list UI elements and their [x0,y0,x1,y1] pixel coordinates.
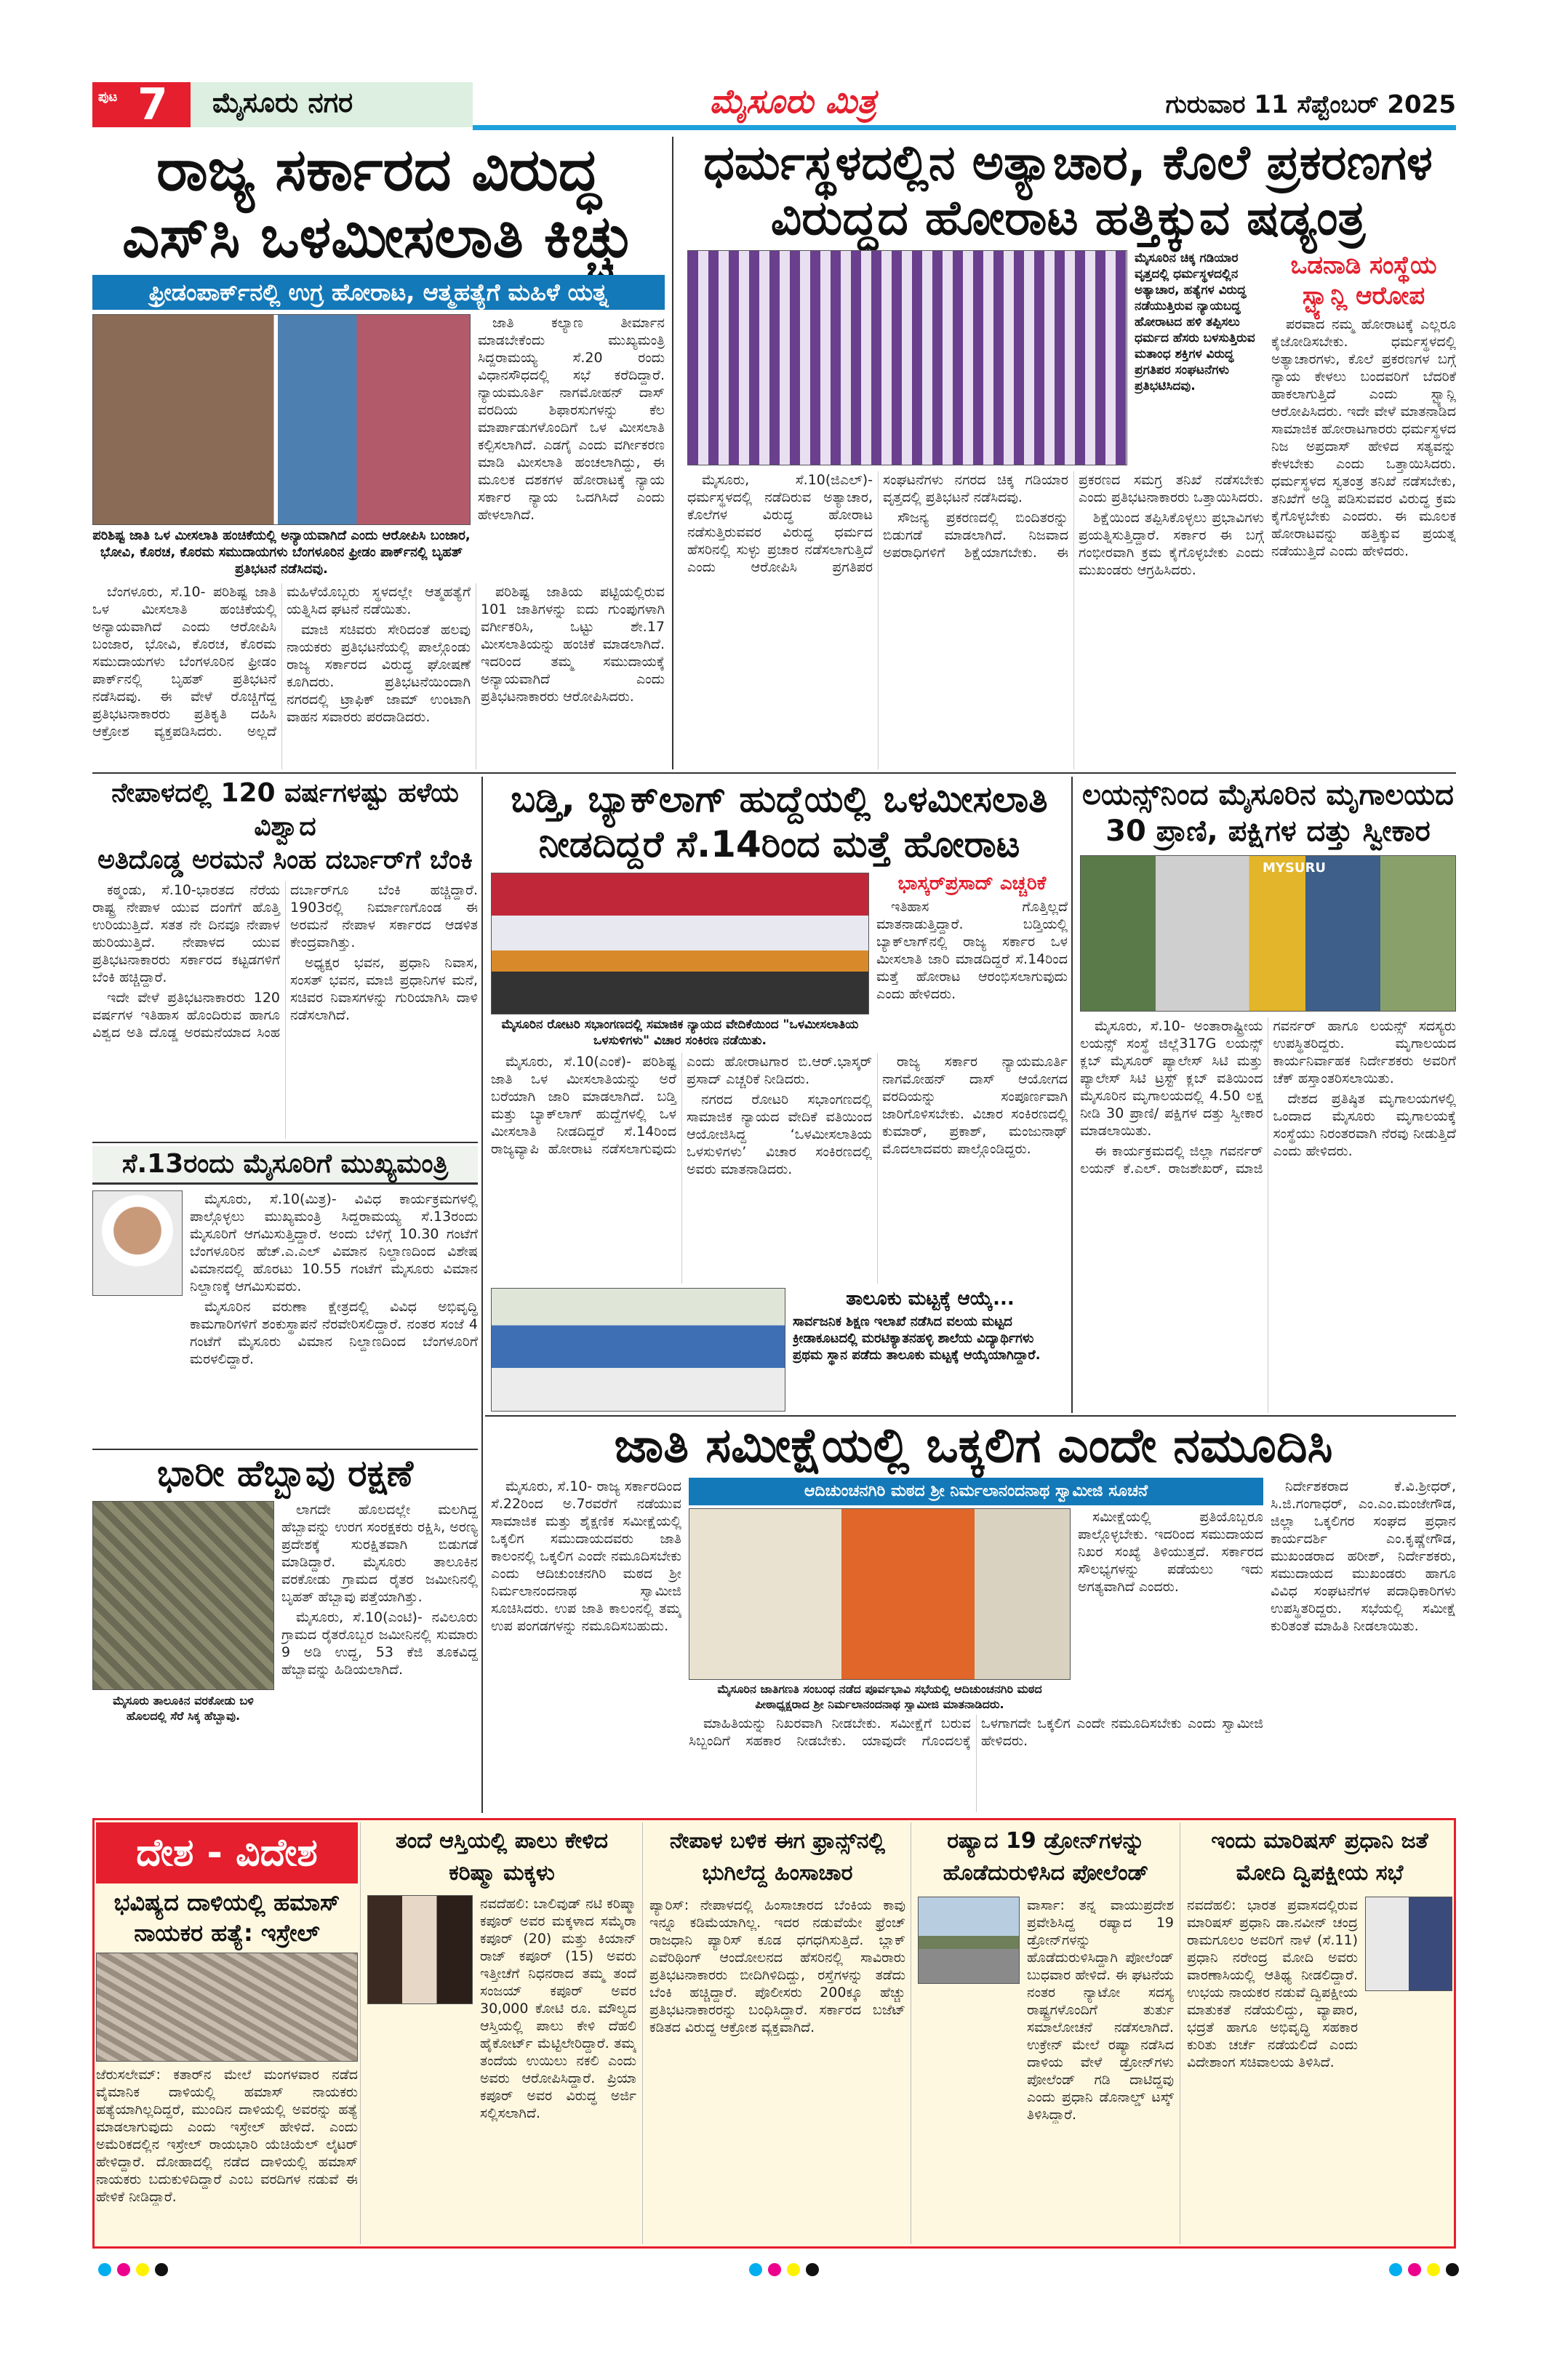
world-news-item-mauritius [1187,1825,1452,2243]
a9-content [491,1478,1456,1812]
item-headline: ರಷ್ಯಾದ 19 ಡ್ರೋನ್‌ಗಳನ್ನು ಹೊಡೆದುರುಳಿಸಿದ ಪೋಲೆಂಡ್ [943,1828,1149,1886]
column-divider [1071,777,1073,1413]
item-headline: ತಂದೆ ಆಸ್ತಿಯಲ್ಲಿ ಪಾಲು ಕೇಳಿದ ಕರಿಷ್ಮಾ ಮಕ್ಕಳು [395,1828,609,1886]
a2-main [680,250,1264,769]
photo-modi-ramgoolam [1365,1897,1452,1991]
a5-headline [1080,777,1456,849]
a7-text [793,1288,1068,1413]
masthead-logo: ಮೈಸೂರು ಮಿತ್ರ [709,81,876,121]
a6-content [92,1190,478,1446]
a4-photo-block [491,873,869,1049]
side-headline-line1: ಒಡನಾಡಿ ಸಂಸ್ಥೆಯ [1290,251,1437,280]
a8-content [92,1501,478,1813]
a5-article [1075,777,1456,1413]
a4-side [876,873,1068,1049]
paragraph: ಮೈಸೂರು, ಸೆ.10(ಮಿತ್ರ)- ವಿವಿಧ ಕಾರ್ಯಕ್ರಮಗಳಲ್ಲಿ ಪಾಲ್ಗೊಳ್ಳಲು ಮುಖ್ಯಮಂತ್ರಿ ಸಿದ್ದರಾಮಯ್ಯ ಸೆ.13ರಂದು ಮೈಸೂರಿಗೆ ಆಗಮಿಸುತ್ತಿದ್ದಾರೆ. ಅಂದು ಬೆಳಿಗ್ಗೆ 10.30 ಗಂಟೆಗೆ ಬೆಂಗಳೂರಿನ ಹೆಚ್.ಎ.ಎಲ್ ವಿಮಾನ ನಿಲ್ದಾಣದಿಂದ ವಿಶೇಷ ವಿಮಾನದಲ್ಲಿ ಹೊರಟು 10.55 ಗಂಟೆಗೆ ಮೈಸೂರು ವಿಮಾನ ನಿಲ್ದಾಣಕ್ಕೆ ಆಗಮಿಸುವರು. [190,1191,478,1294]
paragraph: ನಗರದ ರೋಟರಿ ಸಭಾಂಗಣದಲ್ಲಿ ಸಾಮಾಜಿಕ ನ್ಯಾಯದ ವೇದಿಕೆ ವತಿಯಿಂದ ಆಯೋಜಿಸಿದ್ದ ‘ಒಳಮೀಸಲಾತಿಯ ಒಳಸುಳಿಗಳು’ ವಿಚಾರ ಸಂಕಿರಣದಲ್ಲಿ ಅವರು ಮಾತನಾಡಿದರು. [687,1092,872,1177]
a8-photo-caption: ಮೈಸೂರು ತಾಲೂಕಿನ ವರಕೋಡು ಬಳಿ ಹೊಲದಲ್ಲಿ ಸೆರೆ ಸಿಕ್ಕ ಹೆಬ್ಬಾವು. [113,1693,254,1723]
paragraph: ಲಾಗದೇ ಹೊಲದಲ್ಲೇ ಮಲಗಿದ್ದ ಹೆಬ್ಬಾವನ್ನು ಉರಗ ಸಂರಕ್ಷಕರು ರಕ್ಷಿಸಿ, ಅರಣ್ಯ ಪ್ರದೇಶಕ್ಕೆ ಸುರಕ್ಷಿತವಾಗಿ ಬಿಡುಗಡೆ ಮಾಡಿದ್ದಾರೆ. ಮೈಸೂರು ತಾಲೂಕಿನ ವರಕೋಡು ಗ್ರಾಮದ ರೈತರ ಜಮೀನಿನಲ್ಲಿ ಬೃಹತ್ ಹೆಬ್ಬಾವು ಪತ್ತೆಯಾಗಿತ್ತು. [281,1501,478,1605]
world-news-section-label: ದೇಶ - ವಿದೇಶ [96,1822,358,1883]
section-divider [92,772,1456,774]
a2-headline-line1: ಧರ್ಮಸ್ಥಳದಲ್ಲಿನ ಅತ್ಯಾಚಾರ, ಕೊಲೆ ಪ್ರಕರಣಗಳ [703,135,1433,191]
paragraph: ಪರಿಶಿಷ್ಟ ಜಾತಿಯ ಪಟ್ಟಿಯಲ್ಲಿರುವ 101 ಜಾತಿಗಳನ್ನು ಐದು ಗುಂಪುಗಳಾಗಿ ವರ್ಗೀಕರಿಸಿ, ಒಟ್ಟು ಶೇ.17 ಮೀಸಲಾತಿಯನ್ನು ಹಂಚಿಕೆ ಮಾಡಲಾಗಿದೆ. ಇದರಿಂದ ತಮ್ಮ ಸಮುದಾಯಕ್ಕೆ ಅನ್ಯಾಯವಾಗಿದೆ ಎಂದು ಪ್ರತಿಭಟನಾಕಾರರು ಆರೋಪಿಸಿದರು. [481,584,665,705]
a1-side-text [478,314,665,579]
world-news-item-france [649,1825,905,2243]
photo-karisma-children [367,1895,473,2004]
column-divider [672,137,673,769]
a7-headline: ತಾಲೂಕು ಮಟ್ಟಕ್ಕೆ ಆಯ್ಕೆ... [846,1288,1015,1310]
a4-side-text [876,898,1068,1049]
registration-marks-right [1389,2263,1465,2279]
column-divider [642,1822,643,2244]
paragraph: ಮೈಸೂರಿನ ವರುಣಾ ಕ್ಷೇತ್ರದಲ್ಲಿ ವಿವಿಧ ಅಭಿವೃದ್ಧಿ ಕಾಮಗಾರಿಗಳಿಗೆ ಶಂಕುಸ್ಥಾಪನೆ ನೆರವೇರಿಸಲಿದ್ದಾರೆ. ನಂತರ ಸಂಜೆ 4 ಗಂಟೆಗೆ ಮೈಸೂರು ವಿಮಾನ ನಿಲ್ದಾಣದಿಂದ ಬೆಂಗಳೂರಿಗೆ ಮರಳಲಿದ್ದಾರೆ. [190,1299,478,1367]
registration-marks-left [98,2263,174,2279]
paragraph: ಮೈಸೂರು, ಸೆ.10- ಅಂತಾರಾಷ್ಟ್ರೀಯ ಲಯನ್ಸ್ ಸಂಸ್ಥೆ ಜಿಲ್ಲೆ317G ಲಯನ್ಸ್ ಕ್ಲಬ್ ಮೈಸೂರ್ ಪ್ಯಾಲೇಸ್ ಸಿಟಿ ಮತ್ತು ಪ್ಯಾಲೇಸ್ ಸಿಟಿ ಟ್ರಸ್ಟ್ ಕ್ಲಬ್ ವತಿಯಿಂದ ಮೈಸೂರಿನ ಮೃಗಾಲಯದಲ್ಲಿ 4.50 ಲಕ್ಷ ನೀಡಿ 30 ಪ್ರಾಣಿ/ ಪಕ್ಷಿಗಳ ದತ್ತು ಸ್ವೀಕಾರ ಮಾಡಲಾಯಿತು. [1080,1018,1263,1139]
a3-headline-line2: ಅತಿದೊಡ್ಡ ಅರಮನೆ ಸಿಂಹ ದರ್ಬಾರ್‌ಗೆ ಬೆಂಕಿ [97,845,473,875]
a9-right-body [1271,1478,1456,1812]
a8-photo-python [92,1501,274,1690]
a4-body [491,1053,1068,1284]
paragraph: ಮೈಸೂರು, ಸೆ.10(ಎಂಕೆ)- ಪರಿಶಿಷ್ಟ ಜಾತಿ ಒಳ ಮೀಸಲಾತಿಯನ್ನು ಅರೆ ಬರೆಯಾಗಿ ಜಾರಿ ಮಾಡಲಾಗಿದೆ. ಬಡ್ತಿ ಮತ್ತು ಬ್ಯಾಕ್‌ಲಾಗ್ ಹುದ್ದೆಗಳಲ್ಲಿ ಒಳ ಮೀಸಲಾತಿ ನೀಡದಿದ್ದರೆ ಸೆ.14ರಿಂದ ರಾಜ್ಯವ್ಯಾಪಿ ಹೋರಾಟ ನಡೆಸಲಾಗುವುದು ಎಂದು ಹೋರಾಟಗಾರ ಬಿ.ಆರ್.ಭಾಸ್ಕರ್ ಪ್ರಸಾದ್ ಎಚ್ಚರಿಕೆ ನೀಡಿದರು. [491,1054,872,1157]
paragraph: ಕಠ್ಮಂಡು, ಸೆ.10-ಭಾರತದ ನೆರೆಯ ರಾಷ್ಟ್ರ ನೇಪಾಳ ಯುವ ದಂಗೆಗೆ ಹೊತ್ತಿ ಉರಿಯುತ್ತಿದೆ. ಸತತ ನೇ ದಿನವೂ ನೇಪಾಳ ಹುರಿಯುತ್ತಿದೆ. ನೇಪಾಳದ ಯುವ ಪ್ರತಿಭಟನಾಕಾರರು ಸರ್ಕಾರದ ಕಟ್ಟಡಗಳಿಗೆ ಬೆಂಕಿ ಹಚ್ಚಿದ್ದಾರೆ. [92,882,280,985]
a1-headline [92,137,665,271]
registration-marks-center [749,2263,825,2279]
a2-headline-line2: ವಿರುದ್ಧದ ಹೋರಾಟ ಹತ್ತಿಕ್ಕುವ ಷಡ್ಯಂತ್ರ [770,190,1366,246]
a9-mid-body [1078,1508,1263,1712]
divider [485,1415,1456,1417]
a8-body [281,1501,478,1813]
a2-photo-protest [687,250,1127,465]
side-headline-line2: ಸ್ಟ್ಯಾನ್ಲಿ ಆರೋಪ [1302,281,1425,311]
a2-sidebar [1271,250,1456,769]
a5-headline-line2: 30 ಪ್ರಾಣಿ, ಪಕ್ಷಿಗಳ ದತ್ತು ಸ್ವೀಕಾರ [1105,814,1431,848]
a5-body [1080,1017,1456,1413]
a8-headline: ಭಾರೀ ಹೆಬ್ಬಾವು ರಕ್ಷಣೆ [156,1453,414,1494]
a6-article [92,1146,478,1446]
a4-photo-caption: ಮೈಸೂರಿನ ರೋಟರಿ ಸಭಾಂಗಣದಲ್ಲಿ ಸಮಾಜಿಕ ನ್ಯಾಯದ ವೇದಿಕೆಯಿಂದ "ಒಳಮೀಸಲಾತಿಯ ಒಳಸುಳಿಗಳು" ವಿಚಾರ ಸಂಕಿರಣ ನಡೆಯಿತು. [501,1017,859,1048]
a1-headline-line2: ಎಸ್‌ಸಿ ಒಳಮೀಸಲಾತಿ ಕಿಚ್ಚು [121,203,636,271]
item-headline: ಇಂದು ಮಾರಿಷಸ್ ಪ್ರಧಾನಿ ಜತೆ ಮೋದಿ ದ್ವಿಪಕ್ಷೀಯ ಸಭೆ [1211,1828,1428,1886]
a2-side-headline [1271,250,1456,311]
a2-content [680,250,1456,769]
a9-body [689,1715,1263,1812]
a7-caption: ಸಾರ್ವಜನಿಕ ಶಿಕ್ಷಣ ಇಲಾಖೆ ನಡೆಸಿದ ವಲಯ ಮಟ್ಟದ ಕ್ರೀಡಾಕೂಟದಲ್ಲಿ ಮರಟಿಕ್ಯಾತನಹಳ್ಳಿ ಶಾಲೆಯ ವಿದ್ಯಾರ್ಥಿಗಳು ಪ್ರಥಮ ಸ್ಥಾನ ಪಡೆದು ತಾಲೂಕು ಮಟ್ಟಕ್ಕೆ ಆಯ್ಕೆಯಾಗಿದ್ದಾರೆ. [793,1314,1041,1363]
item-body: ವಾರ್ಸಾ: ತನ್ನ ವಾಯುಪ್ರದೇಶ ಪ್ರವೇಶಿಸಿದ್ದ ರಷ್ಯಾದ 19 ಡ್ರೋನ್‌ಗಳನ್ನು ಹೊಡೆದುರುಳಿಸಿದ್ದಾಗಿ ಪೋಲೆಂಡ್ ಬುಧವಾರ ಹೇಳಿದೆ. ಈ ಘಟನೆಯ ನಂತರ ನ್ಯಾಟೋ ಸದಸ್ಯ ರಾಷ್ಟ್ರಗಳೊಂದಿಗೆ ತುರ್ತು ಸಮಾಲೋಚನೆ ನಡೆಸಲಾಗಿದೆ. ಉಕ್ರೇನ್ ಮೇಲೆ ರಷ್ಯಾ ನಡೆಸಿದ ದಾಳಿಯ ವೇಳೆ ಡ್ರೋನ್‌ಗಳು ಪೋಲೆಂಡ್ ಗಡಿ ದಾಟಿದ್ದವು ಎಂದು ಪ್ರಧಾನಿ ಡೊನಾಲ್ಡ್ ಟಸ್ಕ್ ತಿಳಿಸಿದ್ದಾರೆ. [1027,1897,1174,2123]
a1-body [92,583,665,769]
a9-photo-block [689,1508,1071,1712]
paragraph: ಮಾಜಿ ಸಚಿವರು ಸೇರಿದಂತೆ ಹಲವು ನಾಯಕರು ಪ್ರತಿಭಟನೆಯಲ್ಲಿ ಪಾಲ್ಗೊಂಡು ರಾಜ್ಯ ಸರ್ಕಾರದ ವಿರುದ್ಧ ಘೋಷಣೆ ಕೂಗಿದರು. ಪ್ರತಿಭಟನೆಯಿಂದಾಗಿ ನಗರದಲ್ಲಿ ಟ್ರಾಫಿಕ್ ಜಾಮ್ ಉಂಟಾಗಿ ವಾಹನ ಸವಾರರು ಪರದಾಡಿದರು. [287,622,471,725]
a1-headline-line1: ರಾಜ್ಯ ಸರ್ಕಾರದ ವಿರುದ್ಧ [156,137,601,204]
column-divider [481,777,483,1813]
item-body: ನವದೆಹಲಿ: ಬಾಲಿವುಡ್ ನಟಿ ಕರಿಷ್ಮಾ ಕಪೂರ್ ಅವರ ಮಕ್ಕಳಾದ ಸಮೈರಾ ಕಪೂರ್ (20) ಮತ್ತು ಕಿಯಾನ್ ರಾಜ್ ಕಪೂರ್ (15) ಅವರು ಇತ್ತೀಚೆಗೆ ನಿಧನರಾದ ತಮ್ಮ ತಂದೆ ಸಂಜಯ್ ಕಪೂರ್ ಅವರ 30,000 ಕೋಟಿ ರೂ. ಮೌಲ್ಯದ ಆಸ್ತಿಯಲ್ಲಿ ಪಾಲು ಕೇಳಿ ದೆಹಲಿ ಹೈಕೋರ್ಟ್ ಮೆಟ್ಟಿಲೇರಿದ್ದಾರೆ. ತಮ್ಮ ತಂದೆಯ ಉಯಿಲು ನಕಲಿ ಎಂದು ಅವರು ಆರೋಪಿಸಿದ್ದಾರೆ. ಪ್ರಿಯಾ ಕಪೂರ್ ಅವರ ವಿರುದ್ಧ ಅರ್ಜಿ ಸಲ್ಲಿಸಲಾಗಿದೆ. [480,1896,636,2121]
column-divider [360,1822,361,2244]
paragraph: ಇತಿಹಾಸ ಗೊತ್ತಿಲ್ಲದೆ ಮಾತನಾಡುತ್ತಿದ್ದಾರೆ. ಬಡ್ತಿಯಲ್ಲಿ ಬ್ಯಾಕ್‌ಲಾಗ್‌ನಲ್ಲಿ ರಾಜ್ಯ ಸರ್ಕಾರ ಒಳ ಮೀಸಲಾತಿ ಜಾರಿ ಮಾಡದಿದ್ದರೆ ಸೆ.14ರಿಂದ ಮತ್ತೆ ಹೋರಾಟ ಆರಂಭಿಸಲಾಗುವುದು ಎಂದು ಹೇಳಿದರು. [876,899,1068,1002]
divider [92,1449,478,1450]
paragraph: ಇದೇ ವೇಳೆ ಪ್ರತಿಭಟನಾಕಾರರು 120 ವರ್ಷಗಳ ಇತಿಹಾಸ ಹೊಂದಿರುವ ಹಾಗೂ ವಿಶ್ವದ ಅತಿ ದೊಡ್ಡ ಅರಮನೆಯಾದ ಸಿಂಹ ದರ್ಬಾರ್‌ಗೂ ಬೆಂಕಿ ಹಚ್ಚಿದ್ದಾರೆ. 1903ರಲ್ಲಿ ನಿರ್ಮಾಣಗೊಂಡ ಈ ಅರಮನೆ ನೇಪಾಳ ಸರ್ಕಾರದ ಆಡಳಿತ ಕೇಂದ್ರವಾಗಿತ್ತು. [92,882,478,1041]
a9-photo-row [689,1508,1263,1712]
a4-headline-line2: ನೀಡದಿದ್ದರೆ ಸೆ.14ರಿಂದ ಮತ್ತೆ ಹೋರಾಟ [538,823,1020,865]
a2-headline [680,135,1456,246]
paragraph: ಸಮೀಕ್ಷೆಯಲ್ಲಿ ಪ್ರತಿಯೊಬ್ಬರೂ ಪಾಲ್ಗೊಳ್ಳಬೇಕು. ಇದರಿಂದ ಸಮುದಾಯದ ನಿಖರ ಸಂಖ್ಯೆ ತಿಳಿಯುತ್ತದೆ. ಸರ್ಕಾರದ ಸೌಲಭ್ಯಗಳನ್ನು ಪಡೆಯಲು ಇದು ಅಗತ್ಯವಾಗಿದೆ ಎಂದರು. [1078,1508,1263,1595]
a1-photo-caption: ಪರಿಶಿಷ್ಟ ಜಾತಿ ಒಳ ಮೀಸಲಾತಿ ಹಂಚಿಕೆಯಲ್ಲಿ ಅನ್ಯಾಯವಾಗಿದೆ ಎಂದು ಆರೋಪಿಸಿ ಬಂಜಾರ, ಭೋವಿ, ಕೊರಚ, ಕೊರಮ ಸಮುದಾಯಗಳು ಬೆಂಗಳೂರಿನ ಫ್ರೀಡಂ ಪಾರ್ಕ್‌ನಲ್ಲಿ ಬೃಹತ್ ಪ್ರತಿಭಟನೆ ನಡೆಸಿದವು. [92,528,471,577]
a9-center [689,1478,1263,1812]
a4-headline [491,777,1068,867]
paragraph: ಸೌಜನ್ಯ ಪ್ರಕರಣದಲ್ಲಿ ಬಿಂದಿತರನ್ನು ಬಿಡುಗಡೆ ಮಾಡಲಾಗಿದೆ. ನಿಜವಾದ ಅಪರಾಧಿಗಳಿಗೆ ಶಿಕ್ಷೆಯಾಗಬೇಕು. ಈ ಪ್ರಕರಣದ ಸಮಗ್ರ ತನಿಖೆ ನಡೆಸಬೇಕು ಎಂದು ಪ್ರತಿಭಟನಾಕಾರರು ಒತ್ತಾಯಿಸಿದರು. [883,472,1264,561]
item-body: ಪ್ಯಾರಿಸ್: ನೇಪಾಳದಲ್ಲಿ ಹಿಂಸಾಚಾರದ ಬೆಂಕಿಯ ಕಾವು ಇನ್ನೂ ಕಡಿಮೆಯಾಗಿಲ್ಲ. ಇದರ ನಡುವೆಯೇ ಫ್ರೆಂಚ್ ರಾಜಧಾನಿ ಪ್ಯಾರಿಸ್ ಕೂಡ ಧಗಧಗಿಸುತ್ತಿದೆ. ಬ್ಲಾಕ್ ಎವೆರಿಥಿಂಗ್ ಆಂದೋಲನದ ಹೆಸರಿನಲ್ಲಿ ಸಾವಿರಾರು ಪ್ರತಿಭಟನಾಕಾರರು ಬೀದಿಗಿಳಿದಿದ್ದು, ರಸ್ತೆಗಳನ್ನು ತಡೆದು ಬೆಂಕಿ ಹಚ್ಚಿದ್ದಾರೆ. ಪೊಲೀಸರು 200ಕ್ಕೂ ಹೆಚ್ಚು ಪ್ರತಿಭಟನಾಕಾರರನ್ನು ಬಂಧಿಸಿದ್ದಾರೆ. ಸರ್ಕಾರದ ಬಜೆಟ್ ಕಡಿತದ ವಿರುದ್ಧ ಆಕ್ರೋಶ ವ್ಯಕ್ತವಾಗಿದೆ. [649,1897,905,2035]
a3-headline-line1: ನೇಪಾಳದಲ್ಲಿ 120 ವರ್ಷಗಳಷ್ಟು ಹಳೆಯ ವಿಶ್ವಾದ [111,778,459,841]
a9-subheadline: ಆದಿಚುಂಚನಗಿರಿ ಮಠದ ಶ್ರೀ ನಿರ್ಮಲಾನಂದನಾಥ ಸ್ವಾಮೀಜಿ ಸೂಚನೆ [689,1478,1263,1505]
a2-photo-caption: ಮೈಸೂರಿನ ಚಿಕ್ಕ ಗಡಿಯಾರ ವೃತ್ತದಲ್ಲಿ ಧರ್ಮಸ್ಥಳದಲ್ಲಿನ ಅತ್ಯಾಚಾರ, ಹತ್ಯೆಗಳ ವಿರುದ್ಧ ನಡೆಯುತ್ತಿರುವ ನ್ಯಾಯಬದ್ಧ ಹೋರಾಟದ ಹಳಿ ತಪ್ಪಿಸಲು ಧರ್ಮದ ಹೆಸರು ಬಳಸುತ್ತಿರುವ ಮತಾಂಧ ಶಕ್ತಿಗಳ ವಿರುದ್ಧ ಪ್ರಗತಿಪರ ಸಂಘಟನೆಗಳು ಪ್ರತಿಭಟಿಸಿದವು. [1135,251,1255,393]
a1-article [92,137,665,769]
a7-article [491,1288,1068,1413]
paragraph: ಮೈಸೂರು, ಸೆ.10(ಜಿಎಲ್)- ಧರ್ಮಸ್ಥಳದಲ್ಲಿ ನಡೆದಿರುವ ಅತ್ಯಾಚಾರ, ಕೊಲೆಗಳ ವಿರುದ್ಧ ಹೋರಾಟ ನಡೆಸುತ್ತಿರುವವರ ವಿರುದ್ಧ ಧರ್ಮದ ಹೆಸರಿನಲ್ಲಿ ಸುಳ್ಳು ಪ್ರಚಾರ ನಡೆಸಲಾಗುತ್ತಿದೆ ಎಂದು ಆರೋಪಿಸಿ ಪ್ರಗತಿಪರ ಸಂಘಟನೆಗಳು ನಗರದ ಚಿಕ್ಕ ಗಡಿಯಾರ ವೃತ್ತದಲ್ಲಿ ಪ್ರತಿಭಟನೆ ನಡೆಸಿದವು. [687,472,1068,575]
paragraph: ಪರವಾದ ನಮ್ಮ ಹೋರಾಟಕ್ಕೆ ಎಲ್ಲರೂ ಕೈಜೋಡಿಸಬೇಕು. ಧರ್ಮಸ್ಥಳದಲ್ಲಿ ಅತ್ಯಾಚಾರಗಳು, ಕೊಲೆ ಪ್ರಕರಣಗಳ ಬಗ್ಗೆ ನ್ಯಾಯ ಕೇಳಲು ಬಂದವರಿಗೆ ಬೆದರಿಕೆ ಹಾಕಲಾಗುತ್ತಿದೆ ಎಂದು ಸ್ಟ್ಯಾನ್ಲಿ ಆರೋಪಿಸಿದರು. ಇದೇ ವೇಳೆ ಮಾತನಾಡಿದ ಸಾಮಾಜಿಕ ಹೋರಾಟಗಾರರು ಧರ್ಮಸ್ಥಳದ ನಿಜ ಅಪ್ರದಾಸ್ ಹೇಳಿದ ಸತ್ಯವನ್ನು ಕೇಳಬೇಕು ಎಂದು ಒತ್ತಾಯಿಸಿದರು. ಧರ್ಮಸ್ಥಳದ ಸ್ವತಂತ್ರ ತನಿಖೆ ನಡೆಸಬೇಕು, ತನಿಖೆಗೆ ಅಡ್ಡಿ ಪಡಿಸುವವರ ವಿರುದ್ಧ ಕ್ರಮ ಕೈಗೊಳ್ಳಬೇಕು ಎಂದರು. ಈ ಮೂಲಕ ಹೋರಾಟವನ್ನು ಹತ್ತಿಕ್ಕುವ ಪ್ರಯತ್ನ ನಡೆಯುತ್ತಿದೆ ಎಂದು ಹೇಳಿದರು. [1271,316,1456,559]
world-news-item-israel [96,1887,358,2243]
page-label: ಪುಟ [98,89,118,105]
section-label [191,82,473,127]
a7-photo-students [491,1288,785,1412]
photo-sign-text: MYSURU [1263,860,1327,876]
a8-article [92,1453,478,1812]
paragraph: ದೇಶದ ಪ್ರತಿಷ್ಠಿತ ಮೃಗಾಲಯಗಳಲ್ಲಿ ಒಂದಾದ ಮೈಸೂರು ಮೃಗಾಲಯಕ್ಕೆ ಸಂಸ್ಥೆಯು ನಿರಂತರವಾಗಿ ನೆರವು ನೀಡುತ್ತಿದೆ ಎಂದು ಹೇಳಿದರು. [1273,1091,1456,1159]
a5-headline-line1: ಲಯನ್ಸ್‌ನಿಂದ ಮೈಸೂರಿನ ಮೃಗಾಲಯದ [1081,778,1454,812]
a9-left-body [491,1478,681,1812]
item-headline: ನೇಪಾಳ ಬಳಿಕ ಈಗ ಫ್ರಾನ್ಸ್‌ನಲ್ಲಿ ಭುಗಿಲೆದ್ದ ಹಿಂಸಾಚಾರ [669,1828,886,1886]
a6-headline: ಸೆ.13ರಂದು ಮೈಸೂರಿಗೆ ಮುಖ್ಯಮಂತ್ರಿ [92,1146,478,1185]
a4-article [485,777,1068,1413]
a8-photo-block [92,1501,274,1813]
paragraph: ಜಾತಿ ಕಲ್ಯಾಣ ತೀರ್ಮಾನ ಮಾಡಬೇಕೆಂದು ಮುಖ್ಯಮಂತ್ರಿ ಸಿದ್ದರಾಮಯ್ಯ ಸೆ.20 ರಂದು ವಿಧಾನಸೌಧದಲ್ಲಿ ಸಭೆ ಕರೆದಿದ್ದಾರೆ. ನ್ಯಾಯಮೂರ್ತಿ ನಾಗಮೋಹನ್ ದಾಸ್ ವರದಿಯ ಶಿಫಾರಸುಗಳನ್ನು ಕೆಲ ಮಾರ್ಪಾಡುಗಳೊಂದಿಗೆ ಒಳ ಮೀಸಲಾತಿ ಕಲ್ಪಿಸಲಾಗಿದೆ. ಎಡಗೈ ಎಂದು ವರ್ಗೀಕರಣ ಮಾಡಿ ಮೀಸಲಾತಿ ಹಂಚಲಾಗಿದ್ದು, ಈ ಮೂಲಕ ದಶಕಗಳ ಹೋರಾಟಕ್ಕೆ ನ್ಯಾಯ ಸರ್ಕಾರ ನ್ಯಾಯ ಒದಗಿಸಿದೆ ಎಂದು ಹೇಳಲಾಗಿದೆ. [478,315,665,523]
item-body: ನವದೆಹಲಿ: ಭಾರತ ಪ್ರವಾಸದಲ್ಲಿರುವ ಮಾರಿಷಸ್ ಪ್ರಧಾನಿ ಡಾ.ನವೀನ್ ಚಂದ್ರ ರಾಮಗೂಲಂ ಅವರಿಗೆ ನಾಳೆ (ಸೆ.11) ಪ್ರಧಾನಿ ನರೇಂದ್ರ ಮೋದಿ ಅವರು ವಾರಣಾಸಿಯಲ್ಲಿ ಆತಿಥ್ಯ ನೀಡಲಿದ್ದಾರೆ. ಉಭಯ ನಾಯಕರ ನಡುವೆ ದ್ವಿಪಕ್ಷೀಯ ಮಾತುಕತೆ ನಡೆಯಲಿದ್ದು, ವ್ಯಾಪಾರ, ಭದ್ರತೆ ಹಾಗೂ ಅಭಿವೃದ್ಧಿ ಸಹಕಾರ ಕುರಿತು ಚರ್ಚೆ ನಡೆಯಲಿದೆ ಎಂದು ವಿದೇಶಾಂಗ ಸಚಿವಾಲಯ ತಿಳಿಸಿದೆ. [1187,1897,1358,2070]
page-number: 7 [137,79,168,130]
item-headline: ಭವಿಷ್ಯದ ದಾಳಿಯಲ್ಲಿ ಹಮಾಸ್ ನಾಯಕರ ಹತ್ಯೆ: ಇಸ್ರೇಲ್ [113,1889,340,1947]
a2-side-body [1271,316,1456,769]
a9-photo-meeting [689,1508,1071,1680]
a2-photo-row [687,250,1264,465]
paragraph: ಮೈಸೂರು, ಸೆ.10(ಎಂಟಿ)- ನವಿಲೂರು ಗ್ರಾಮದ ರೈತರೊಬ್ಬರ ಜಮೀನಿನಲ್ಲಿ ಸುಮಾರು 9 ಅಡಿ ಉದ್ದ, 53 ಕೆಜಿ ತೂಕವಿದ್ದ ಹೆಬ್ಬಾವನ್ನು ಹಿಡಿಯಲಾಗಿದೆ. [281,1609,478,1678]
a4-kicker: ಭಾಸ್ಕರ್‌ಪ್ರಸಾದ್ ಎಚ್ಚರಿಕೆ [897,873,1047,894]
photo-rubble [96,1953,358,2062]
world-news-item-karisma [367,1825,636,2243]
paragraph: ಮಾಹಿತಿಯನ್ನು ನಿಖರವಾಗಿ ನೀಡಬೇಕು. ಸಮೀಕ್ಷೆಗೆ ಬರುವ ಸಿಬ್ಬಂದಿಗೆ ಸಹಕಾರ ನೀಡಬೇಕು. ಯಾವುದೇ ಗೊಂದಲಕ್ಕೆ ಒಳಗಾಗದೇ ಒಕ್ಕಲಿಗ ಎಂದೇ ನಮೂದಿಸಬೇಕು ಎಂದು ಸ್ವಾಮೀಜಿ ಹೇಳಿದರು. [689,1715,1263,1749]
a1-photo-protest [92,314,471,525]
paragraph: ಅಧ್ಯಕ್ಷರ ಭವನ, ಪ್ರಧಾನಿ ನಿವಾಸ, ಸಂಸತ್ ಭವನ, ಮಾಜಿ ಪ್ರಧಾನಿಗಳ ಮನೆ, ಸಚಿವರ ನಿವಾಸಗಳನ್ನು ಗುರಿಯಾಗಿಸಿ ದಾಳಿ ನಡೆಸಲಾಗಿದೆ. [290,955,478,1023]
a2-article [680,135,1456,769]
header-rule [473,125,1456,130]
paragraph: ಬೆಂಗಳೂರು, ಸೆ.10- ಪರಿಶಿಷ್ಟ ಜಾತಿ ಒಳ ಮೀಸಲಾತಿ ಹಂಚಿಕೆಯಲ್ಲಿ ಅನ್ಯಾಯವಾಗಿದೆ ಎಂದು ಆರೋಪಿಸಿ ಬಂಜಾರ, ಭೋವಿ, ಕೊರಚ, ಕೊರಮ ಸಮುದಾಯಗಳು ಬೆಂಗಳೂರಿನ ಫ್ರೀಡಂ ಪಾರ್ಕ್‌ನಲ್ಲಿ ಬೃಹತ್ ಪ್ರತಿಭಟನೆ ನಡೆಸಿದವು. ಈ ವೇಳೆ ರೊಚ್ಚಿಗೆದ್ದ ಪ್ರತಿಭಟನಾಕಾರರು ಪ್ರತಿಕೃತಿ ದಹಿಸಿ ಆಕ್ರೋಶ ವ್ಯಕ್ತಪಡಿಸಿದರು. ಅಲ್ಲದೆ ಮಹಿಳೆಯೊಬ್ಬರು ಸ್ಥಳದಲ್ಲೇ ಆತ್ಮಹತ್ಯೆಗೆ ಯತ್ನಿಸಿದ ಘಟನೆ ನಡೆಯಿತು. [92,584,471,740]
a4-photo-seminar [491,873,869,1014]
a1-photo-block [92,314,471,579]
photo-drone-wreckage [918,1897,1020,1984]
a1-photo-row [92,314,665,579]
paragraph: ಈ ಕಾರ್ಯಕ್ರಮದಲ್ಲಿ ಜಿಲ್ಲಾ ಗವರ್ನರ್ ಲಯನ್ ಕೆ.ಎಲ್. ರಾಜಶೇಖರ್, ಮಾಜಿ ಗವರ್ನರ್ ಹಾಗೂ ಲಯನ್ಸ್ ಸದಸ್ಯರು ಉಪಸ್ಥಿತರಿದ್ದರು. ಮೃಗಾಲಯದ ಕಾರ್ಯನಿರ್ವಾಹಕ ನಿರ್ದೇಶಕರು ಅವರಿಗೆ ಚೆಕ್ ಹಸ್ತಾಂತರಿಸಲಾಯಿತು. [1080,1018,1456,1177]
section-title: ಮೈಸೂರು ನಗರ [212,87,353,119]
paragraph: ನಿರ್ದೇಶಕರಾದ ಕೆ.ವಿ.ಶ್ರೀಧರ್, ಸಿ.ಜಿ.ಗಂಗಾಧರ್, ಎಂ.ಎಂ.ಮಂಜೇಗೌಡ, ಜಿಲ್ಲಾ ಒಕ್ಕಲಿಗರ ಸಂಘದ ಪ್ರಧಾನ ಕಾರ್ಯದರ್ಶಿ ಎಂ.ಕೃಷ್ಣೇಗೌಡ, ಮುಖಂಡರಾದ ಹರೀಶ್, ನಿರ್ದೇಶಕರು, ಸಮುದಾಯದ ಮುಖಂಡರು ಹಾಗೂ ವಿವಿಧ ಸಂಘಟನೆಗಳ ಪದಾಧಿಕಾರಿಗಳು ಉಪಸ್ಥಿತರಿದ್ದರು. ಸಭೆಯಲ್ಲಿ ಸಮೀಕ್ಷೆ ಕುರಿತಂತೆ ಮಾಹಿತಿ ನೀಡಲಾಯಿತು. [1271,1478,1456,1634]
page-number-tab [92,79,191,130]
a2-body [687,471,1264,769]
a9-article [485,1418,1456,1812]
a1-subheadline: ಫ್ರೀಡಂಪಾರ್ಕ್‌ನಲ್ಲಿ ಉಗ್ರ ಹೋರಾಟ, ಆತ್ಮಹತ್ಯೆಗೆ ಮಹಿಳೆ ಯತ್ನ [92,275,665,310]
divider [92,1142,478,1143]
a4-headline-line1: ಬಡ್ತಿ, ಬ್ಯಾಕ್‌ಲಾಗ್ ಹುದ್ದೆಯಲ್ಲಿ ಒಳಮೀಸಲಾತಿ [511,778,1048,820]
a5-photo-lions-club [1080,855,1456,1012]
a9-headline: ಜಾತಿ ಸಮೀಕ್ಷೆಯಲ್ಲಿ ಒಕ್ಕಲಿಗ ಎಂದೇ ನಮೂದಿಸಿ [614,1418,1333,1473]
a4-photo-row [491,873,1068,1049]
paragraph: ರಾಜ್ಯ ಸರ್ಕಾರ ನ್ಯಾಯಮೂರ್ತಿ ನಾಗಮೋಹನ್ ದಾಸ್ ಆಯೋಗದ ವರದಿಯನ್ನು ಸಂಪೂರ್ಣವಾಗಿ ಜಾರಿಗೊಳಿಸಬೇಕು. ವಿಚಾರ ಸಂಕಿರಣದಲ್ಲಿ ಕುಮಾರ್, ಪ್ರಕಾಶ್, ಮಂಜುನಾಥ್ ಮೊದಲಾದವರು ಪಾಲ್ಗೊಂಡಿದ್ದರು. [882,1054,1068,1157]
a3-headline [92,777,478,877]
paragraph: ಮೈಸೂರು, ಸೆ.10- ರಾಜ್ಯ ಸರ್ಕಾರದಿಂದ ಸೆ.22ರಿಂದ ಅ.7ರವರೆಗೆ ನಡೆಯುವ ಸಾಮಾಜಿಕ ಮತ್ತು ಶೈಕ್ಷಣಿಕ ಸಮೀಕ್ಷೆಯಲ್ಲಿ ಒಕ್ಕಲಿಗ ಸಮುದಾಯದವರು ಜಾತಿ ಕಾಲಂನಲ್ಲಿ ಒಕ್ಕಲಿಗ ಎಂದೇ ನಮೂದಿಸಬೇಕು ಎಂದು ಆದಿಚುಂಚನಗಿರಿ ಮಠದ ಶ್ರೀ ನಿರ್ಮಲಾನಂದನಾಥ ಸ್ವಾಮೀಜಿ ಸೂಚಿಸಿದರು. ಉಪ ಜಾತಿ ಕಾಲಂನಲ್ಲಿ ತಮ್ಮ ಉಪ ಪಂಗಡಗಳನ್ನು ನಮೂದಿಸಬಹುದು. [491,1478,681,1634]
a6-body [190,1190,478,1446]
issue-date: ಗುರುವಾರ 11 ಸೆಪ್ಟೆಂಬರ್ 2025 [1165,90,1456,119]
a3-body [92,881,478,1139]
a6-photo-chief-minister [92,1190,183,1296]
world-news-item-poland [918,1825,1174,2243]
item-body: ಜೆರುಸಲೇಮ್: ಕತಾರ್‌ನ ಮೇಲೆ ಮಂಗಳವಾರ ನಡೆದ ವೈಮಾನಿಕ ದಾಳಿಯಲ್ಲಿ ಹಮಾಸ್ ನಾಯಕರು ಹತ್ಯೆಯಾಗಿಲ್ಲದಿದ್ದರೆ, ಮುಂದಿನ ದಾಳಿಯಲ್ಲಿ ಅವರನ್ನು ಹತ್ಯೆ ಮಾಡಲಾಗುವುದು ಎಂದು ಇಸ್ರೇಲ್ ಹೇಳಿದೆ. ಎಂದು ಅಮೆರಿಕದಲ್ಲಿನ ಇಸ್ರೇಲ್ ರಾಯಭಾರಿ ಯೆಚಿಯೆಲ್ ಲೈಟರ್ ಹೇಳಿದ್ದಾರೆ. ದೋಹಾದಲ್ಲಿ ನಡೆದ ದಾಳಿಯಲ್ಲಿ ಹಮಾಸ್ ನಾಯಕರು ಬದುಕುಳಿದಿದ್ದಾರೆ ಎಂಬ ವರದಿಗಳ ನಡುವೆ ಈ ಹೇಳಿಕೆ ನೀಡಿದ್ದಾರೆ. [96,2067,358,2205]
paragraph: ಶಿಕ್ಷೆಯಿಂದ ತಪ್ಪಿಸಿಕೊಳ್ಳಲು ಪ್ರಭಾವಿಗಳು ಪ್ರಯತ್ನಿಸುತ್ತಿದ್ದಾರೆ. ಸರ್ಕಾರ ಈ ಬಗ್ಗೆ ಗಂಭೀರವಾಗಿ ಕ್ರಮ ಕೈಗೊಳ್ಳಬೇಕು ಎಂದು ಮುಖಂಡರು ಆಗ್ರಹಿಸಿದರು. [1079,510,1264,578]
a3-article [92,777,478,1139]
a9-photo-caption: ಮೈಸೂರಿನ ಜಾತಿಗಣತಿ ಸಂಬಂಧ ನಡೆದ ಪೂರ್ವಭಾವಿ ಸಭೆಯಲ್ಲಿ ಆದಿಚುಂಚನಗಿರಿ ಮಠದ ಪೀಠಾಧ್ಯಕ್ಷರಾದ ಶ್ರೀ ನಿರ್ಮಲಾನಂದನಾಥ ಸ್ವಾಮೀಜಿ ಮಾತನಾಡಿದರು. [717,1681,1042,1711]
